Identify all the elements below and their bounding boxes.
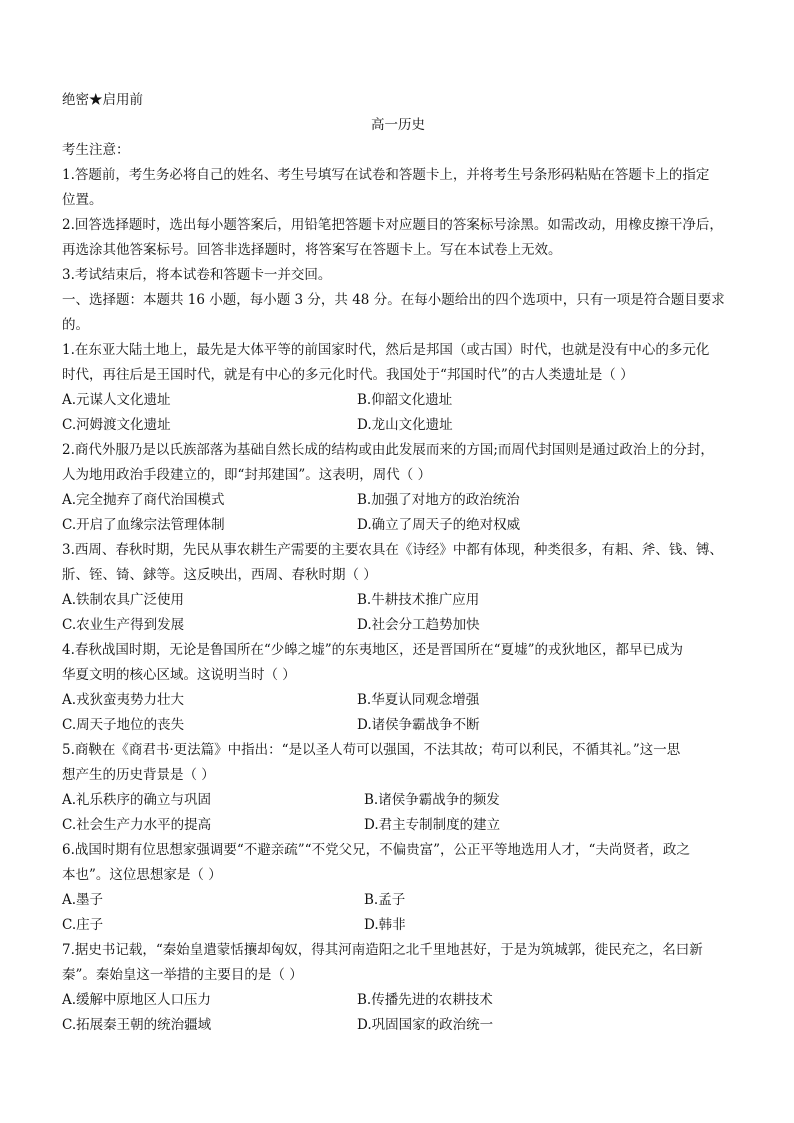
- notice-line: 1.答题前，考生务必将自己的姓名、考生号填写在试卷和答题卡上，并将考生号条形码粘贴在答题卡上的指定: [62, 167, 710, 183]
- option-c: C.开启了血缘宗法管理体制: [62, 517, 225, 533]
- option-a: A.元谋人文化遗址: [62, 392, 171, 408]
- question-stem: 3.西周、春秋时期，先民从事农耕生产需要的主要农具在《诗经》中都有体现，种类很多，有耜、斧、钱、镈、: [62, 542, 723, 558]
- option-c: C.周天子地位的丧失: [62, 717, 185, 733]
- question-3: [62, 538, 734, 638]
- option-d: D.诸侯争霸战争不断: [357, 717, 480, 733]
- question-stem: 斨、铚、锜、銶等。这反映出，西周、春秋时期（ ）: [62, 567, 377, 583]
- option-d: D.君主专制制度的建立: [364, 817, 501, 833]
- option-a: A.墨子: [62, 892, 104, 908]
- notice-block: [62, 138, 734, 288]
- question-stem: 本也”。这位思想家是（ ）: [62, 867, 222, 883]
- notice-heading: 考生注意：: [62, 142, 130, 158]
- option-d: D.巩固国家的政治统一: [357, 1017, 494, 1033]
- options-grid: [62, 488, 734, 538]
- exam-title: 高一历史: [371, 117, 425, 133]
- option-a: A.完全抛弃了商代治国模式: [62, 492, 225, 508]
- options-grid: [62, 688, 734, 738]
- question-stem: 2.商代外服乃是以氏族部落为基础自然长成的结构或由此发展而来的方国;而周代封国则是通过政治上的分封，: [62, 442, 714, 458]
- options-grid: [62, 788, 734, 838]
- option-d: D.龙山文化遗址: [357, 417, 453, 433]
- question-stem: 1.在东亚大陆土地上，最先是大体平等的前国家时代，然后是邦国（或古国）时代，也就是没有中心的多元化: [62, 342, 710, 358]
- option-c: C.拓展秦王朝的统治疆域: [62, 1017, 212, 1033]
- option-c: C.农业生产得到发展: [62, 617, 185, 633]
- option-b: B.孟子: [364, 892, 406, 908]
- question-7: [62, 938, 734, 1038]
- notice-line: 3.考试结束后，将本试卷和答题卡一并交回。: [62, 267, 332, 283]
- option-c: C.庄子: [62, 917, 104, 933]
- option-b: B.华夏认同观念增强: [357, 692, 480, 708]
- section-heading-cont: 的。: [62, 317, 89, 333]
- question-stem: 华夏文明的核心区域。这说明当时（ ）: [62, 667, 296, 683]
- option-a: A.戎狄蛮夷势力壮大: [62, 692, 185, 708]
- question-4: [62, 638, 734, 738]
- option-b: B.加强了对地方的政治统治: [357, 492, 520, 508]
- notice-line: 位置。: [62, 192, 103, 208]
- question-1: [62, 338, 734, 438]
- option-d: D.确立了周天子的绝对权威: [357, 517, 521, 533]
- question-stem: 人为地用政治手段建立的，即“封邦建国”。这表明，周代（ ）: [62, 467, 432, 483]
- option-b: B.传播先进的农耕技术: [357, 992, 493, 1008]
- section-heading: 一、选择题：本题共 16 小题，每小题 3 分，共 48 分。在每小题给出的四个选项中，只有一项是符合题目要求: [62, 292, 725, 308]
- secret-label: 绝密★启用前: [62, 92, 143, 108]
- option-b: B.牛耕技术推广应用: [357, 592, 480, 608]
- question-stem: 秦”。秦始皇这一举措的主要目的是（ ）: [62, 967, 303, 983]
- exam-page: [62, 88, 734, 1038]
- question-stem: 7.据史书记载，“秦始皇遣蒙恬攘却匈奴，得其河南造阳之北千里地甚好，于是为筑城郭，徙民充之，名曰新: [62, 942, 703, 958]
- option-d: D.韩非: [364, 917, 406, 933]
- notice-line: 再选涂其他答案标号。回答非选择题时，将答案写在答题卡上。写在本试卷上无效。: [62, 242, 562, 258]
- options-grid: [62, 388, 734, 438]
- question-2: [62, 438, 734, 538]
- option-b: B.仰韶文化遗址: [357, 392, 453, 408]
- question-stem: 5.商鞅在《商君书·更法篇》中指出：“是以圣人苟可以强国，不法其故；苟可以利民，不循其礼。”这一思: [62, 742, 681, 758]
- notice-line: 2.回答选择题时，选出每小题答案后，用铅笔把答题卡对应题目的答案标号涂黑。如需改动，用橡皮擦干净后，: [62, 217, 723, 233]
- question-6: [62, 838, 734, 938]
- option-d: D.社会分工趋势加快: [357, 617, 480, 633]
- option-c: C.社会生产力水平的提高: [62, 817, 212, 833]
- question-stem: 想产生的历史背景是（ ）: [62, 767, 215, 783]
- option-a: A.礼乐秩序的确立与巩固: [62, 792, 212, 808]
- option-a: A.铁制农具广泛使用: [62, 592, 185, 608]
- option-c: C.河姆渡文化遗址: [62, 417, 171, 433]
- option-a: A.缓解中原地区人口压力: [62, 992, 212, 1008]
- options-grid: [62, 588, 734, 638]
- question-stem: 6.战国时期有位思想家强调要“不避亲疏”“不党父兄，不偏贵富”，公正平等地选用人才，“夫尚贤者，政之: [62, 842, 690, 858]
- option-b: B.诸侯争霸战争的频发: [364, 792, 500, 808]
- options-grid: [62, 988, 734, 1038]
- question-stem: 4.春秋战国时期，无论是鲁国所在“少皞之墟”的东夷地区，还是晋国所在“夏墟”的戎狄地区，都早已成为: [62, 642, 683, 658]
- question-stem: 时代，再往后是王国时代，就是有中心的多元化时代。我国处于“邦国时代”的古人类遗址是（ ）: [62, 367, 634, 383]
- question-5: [62, 738, 734, 838]
- options-grid: [62, 888, 734, 938]
